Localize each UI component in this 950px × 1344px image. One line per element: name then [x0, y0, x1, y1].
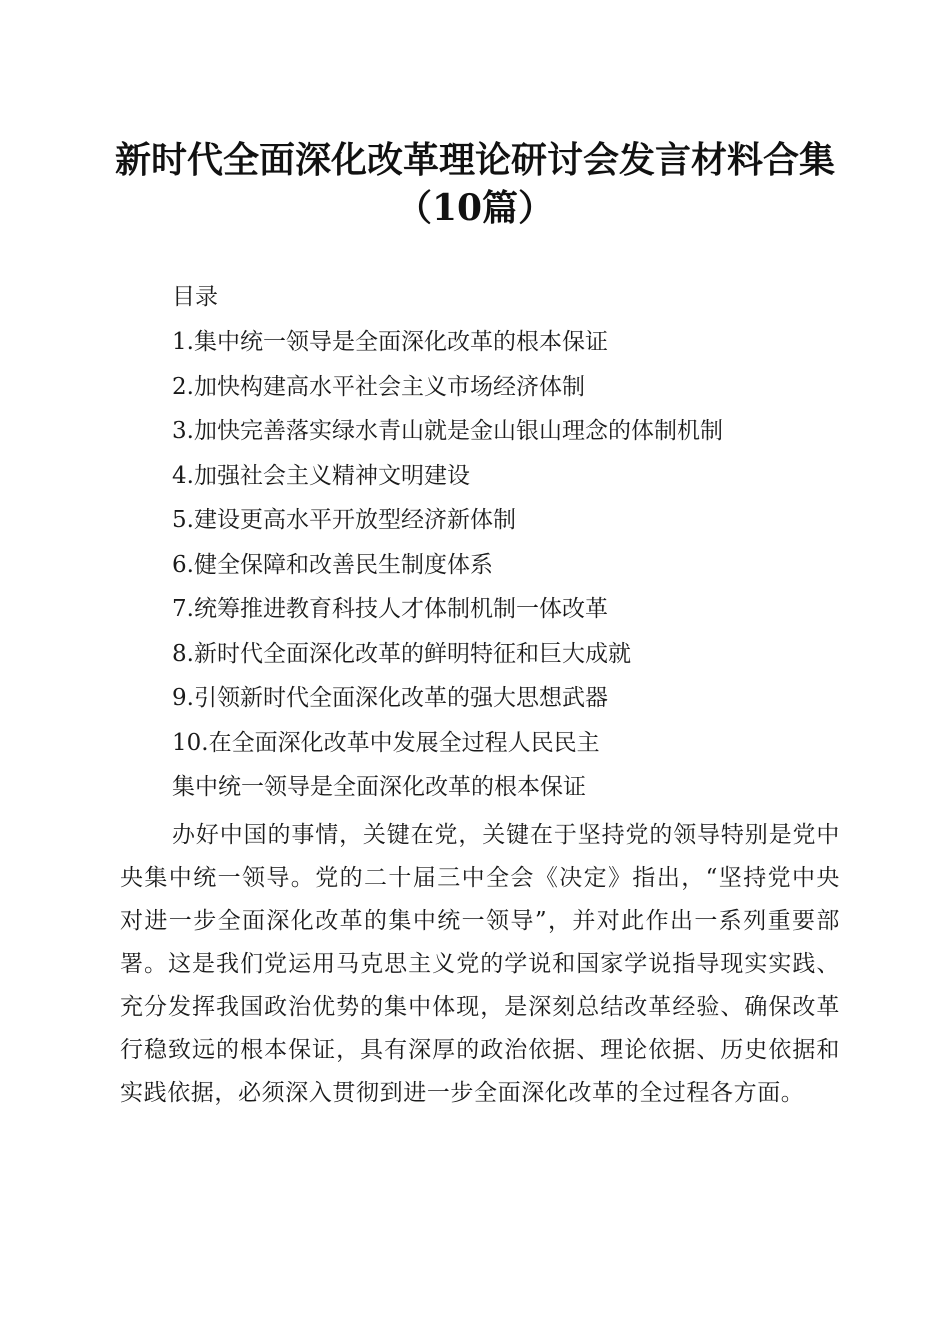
toc-item-1: 1.集中统一领导是全面深化改革的根本保证: [172, 329, 608, 355]
toc-item-2: 2.加快构建高水平社会主义市场经济体制: [172, 374, 585, 400]
toc-item-5: 5.建设更高水平开放型经济新体制: [172, 507, 516, 533]
toc-heading: 目录: [172, 284, 218, 310]
toc-item-3: 3.加快完善落实绿水青山就是金山银山理念的体制机制: [172, 418, 723, 444]
body-paragraph: 办好中国的事情，关键在党，关键在于坚持党的领导特别是党中央集中统一领导。党的二十届三中全会《决定》指出，“坚持党中央对进一步全面深化改革的集中统一领导”，并对此作出一系列重要部署。这是我们党运用马克思主义党的学说和国家学说指导现实实践、充分发挥我国政治优势的集中体现，是深刻总结改革经验、确保改革行稳致远的根本保证，具有深厚的政治依据、理论依据、历史依据和实践依据，必须深入贯彻到进一步全面深化改革的全过程各方面。: [120, 822, 840, 1106]
document-subtitle: （10篇）: [395, 187, 555, 229]
section-heading: 集中统一领导是全面深化改革的根本保证: [172, 774, 586, 800]
toc-item-4: 4.加强社会主义精神文明建设: [172, 463, 470, 489]
document-title: 新时代全面深化改革理论研讨会发言材料合集: [114, 139, 835, 181]
toc-item-7: 7.统筹推进教育科技人才体制机制一体改革: [172, 596, 608, 622]
toc-item-6: 6.健全保障和改善民生制度体系: [172, 552, 493, 578]
toc-item-9: 9.引领新时代全面深化改革的强大思想武器: [172, 685, 608, 711]
toc-item-10: 10.在全面深化改革中发展全过程人民民主: [172, 730, 600, 756]
toc-item-8: 8.新时代全面深化改革的鲜明特征和巨大成就: [172, 641, 631, 667]
